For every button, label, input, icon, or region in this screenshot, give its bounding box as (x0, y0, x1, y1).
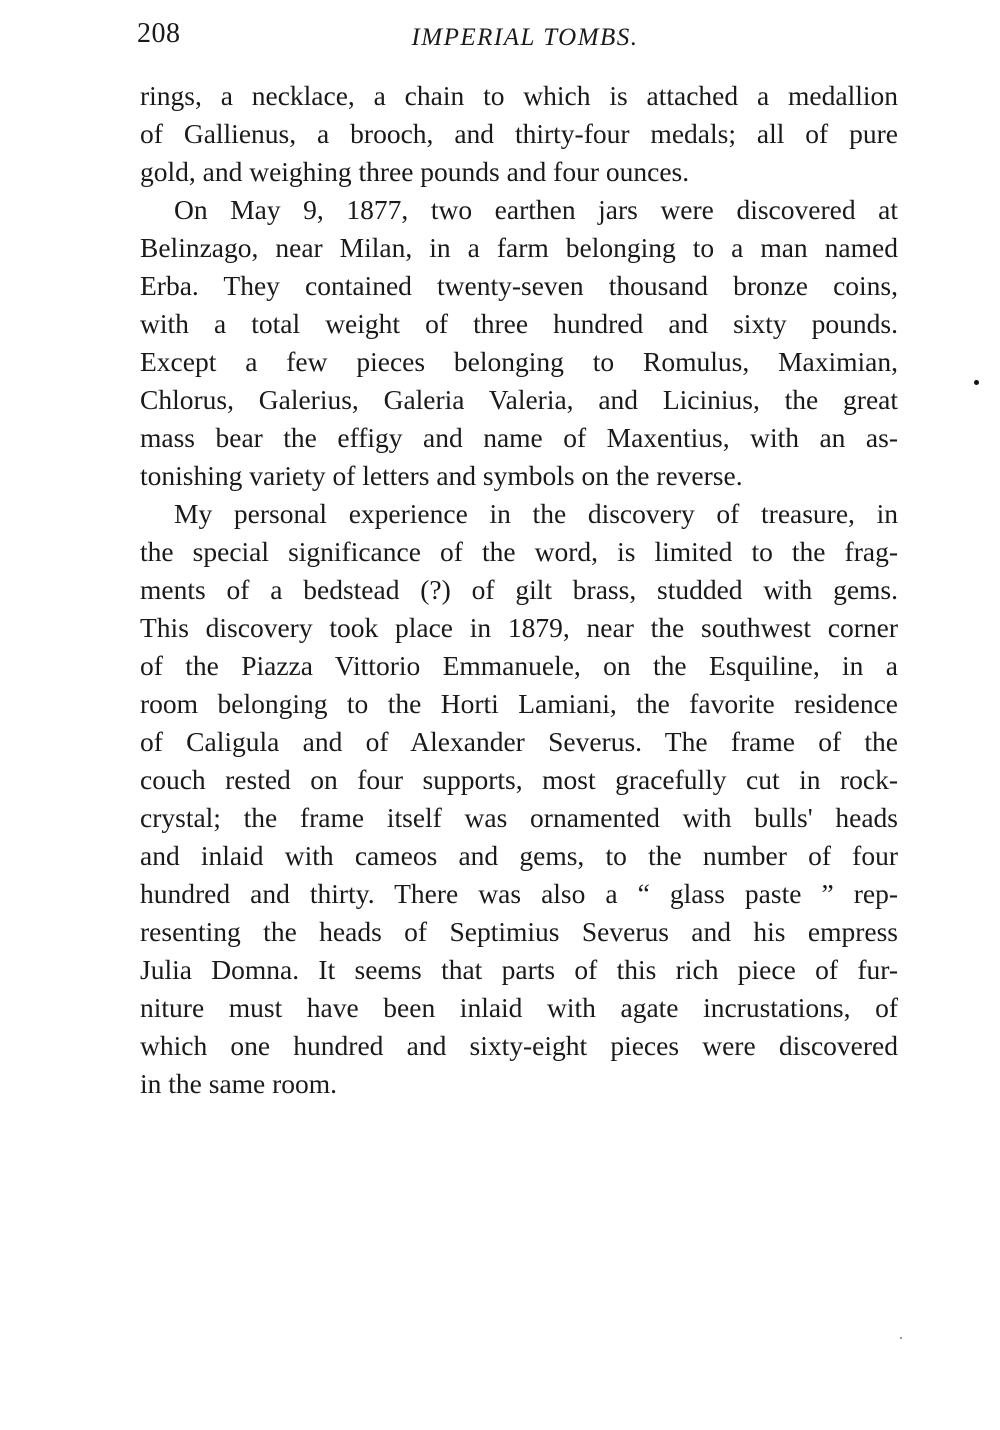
text-line: which one hundred and sixty-eight pieces were discovered (140, 1030, 898, 1061)
text-line: tonishing variety of letters and symbols on the reverse. (140, 460, 743, 491)
body-text (140, 77, 898, 1103)
text-line: room belonging to the Horti Lamiani, the favorite residence (140, 688, 898, 719)
text-line: This discovery took place in 1879, near the southwest corner (140, 612, 898, 643)
text-line: mass bear the effigy and name of Maxentius, with an as- (140, 422, 898, 453)
text-line: niture must have been inlaid with agate incrustations, of (140, 992, 898, 1023)
text-line: hundred and thirty. There was also a “ glass paste ” rep- (140, 878, 898, 909)
text-line: crystal; the frame itself was ornamented with bulls' heads (140, 802, 898, 833)
text-line: Belinzago, near Milan, in a farm belonging to a man named (140, 232, 898, 263)
text-line: ments of a bedstead (?) of gilt brass, studded with gems. (140, 574, 898, 605)
text-line: couch rested on four supports, most gracefully cut in rock- (140, 764, 898, 795)
text-line: the special significance of the word, is limited to the frag- (140, 536, 898, 567)
text-line: Except a few pieces belonging to Romulus, Maximian, (140, 346, 898, 377)
text-line: of the Piazza Vittorio Emmanuele, on the Esquiline, in a (140, 650, 898, 681)
text-line: Chlorus, Galerius, Galeria Valeria, and Licinius, the great (140, 384, 898, 415)
text-line: rings, a necklace, a chain to which is attached a medallion (140, 80, 898, 111)
text-line: of Gallienus, a brooch, and thirty-four medals; all of pure (140, 118, 898, 149)
text-line: Julia Domna. It seems that parts of this rich piece of fur- (140, 954, 898, 985)
running-head: IMPERIAL TOMBS. (411, 24, 639, 51)
text-line: in the same room. (140, 1068, 338, 1099)
text-line: Erba. They contained twenty-seven thousand bronze coins, (140, 270, 898, 301)
ink-speck (974, 380, 979, 385)
text-line: gold, and weighing three pounds and four ounces. (140, 156, 690, 187)
text-line: resenting the heads of Septimius Severus and his empress (140, 916, 898, 947)
text-line: On May 9, 1877, two earthen jars were discovered at (174, 194, 898, 225)
ink-speck (900, 1337, 902, 1339)
text-line: and inlaid with cameos and gems, to the number of four (140, 840, 898, 871)
text-line: with a total weight of three hundred and sixty pounds. (140, 308, 898, 339)
text-line: My personal experience in the discovery of treasure, in (174, 498, 898, 529)
text-line: of Caligula and of Alexander Severus. The frame of the (140, 726, 898, 757)
page-number: 208 (137, 18, 181, 49)
